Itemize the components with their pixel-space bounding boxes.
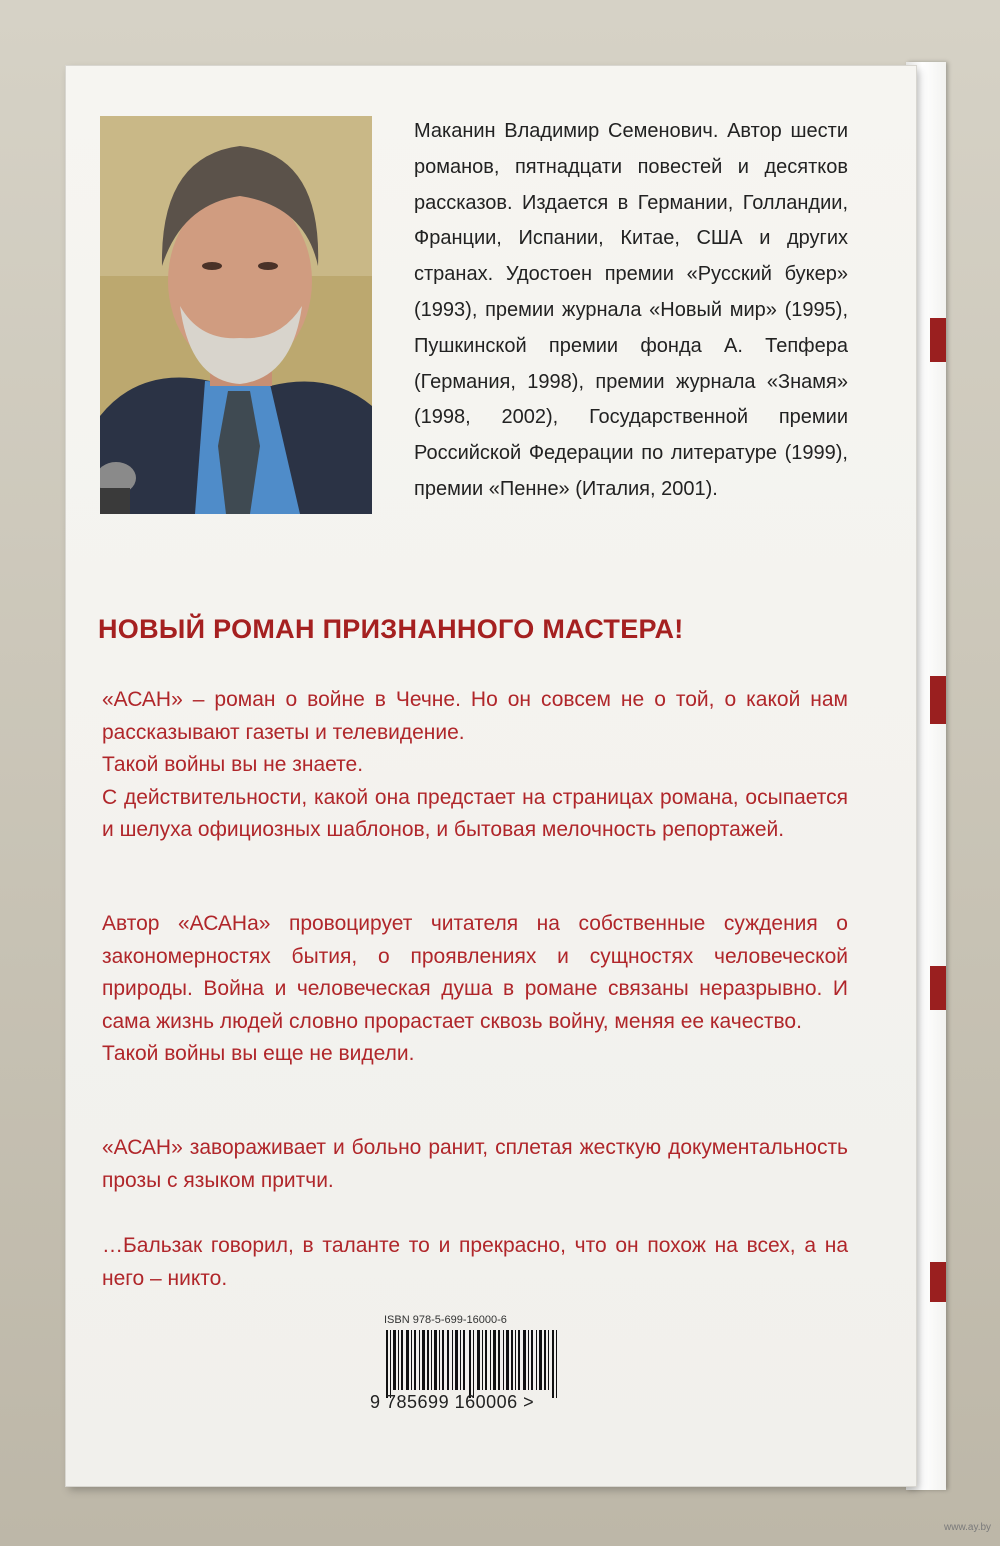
isbn-label: ISBN 978-5-699-16000-6 xyxy=(384,1314,507,1326)
author-photo xyxy=(100,116,372,514)
barcode xyxy=(384,1330,564,1398)
blurb-line: Такой войны вы не знаете. xyxy=(102,753,364,776)
blurb-paragraph xyxy=(102,908,848,1071)
spine-letter-mark xyxy=(930,318,946,362)
barcode-digits: 9 785699 160006 > xyxy=(370,1392,535,1412)
blurb-line: …Бальзак говорил, в таланте то и прекрасно, что он похож на всех, а на него – никто. xyxy=(102,1234,848,1290)
blurb-line: С действительности, какой она предстает на страницах романа, осыпается и шелуха официозных шаблонов, и бытовая мелочность репортажей. xyxy=(102,785,848,841)
watermark: www.ay.by xyxy=(944,1522,992,1533)
spine-letter-mark xyxy=(930,676,946,724)
blurb-line: «АСАН» – роман о войне в Чечне. Но он совсем не о той, о какой нам рассказывают газеты и телевидение. xyxy=(102,688,848,744)
author-bio: Маканин Владимир Семенович. Автор шести романов, пятнадцати повестей и десятков рассказов. Издается в Германии, Голландии, Франции, Испании, Китае, США и других странах. Удостоен премии «Русский букер» (1993), премии журнала «Новый мир» (1995), Пушкинской премии фонда А. Тепфера (Германия, 1998), премии журнала «Знамя» (1998, 2002), Государственной премии Российской Федерации по литературе (1999), премии «Пенне» (Италия, 2001). xyxy=(414,120,848,500)
blurb-paragraph xyxy=(102,684,848,847)
spine-letter-mark xyxy=(930,1262,946,1302)
blurb-line: Такой войны вы еще не видели. xyxy=(102,1042,415,1065)
blurb-paragraph xyxy=(102,1230,848,1295)
blurb-line: «АСАН» завораживает и больно ранит, сплетая жесткую документальность прозы с языком притчи. xyxy=(102,1136,848,1192)
blurb-line: Автор «АСАНа» провоцирует читателя на собственные суждения о закономерностях бытия, о проявлениях и сущностях человеческой природы. Война и человеческая душа в романе связаны неразрывно. И сама жизнь людей словно прорастает сквозь войну, меняя ее качество. xyxy=(102,912,848,1033)
blurb-paragraph xyxy=(102,1132,848,1197)
spine-letter-mark xyxy=(930,966,946,1010)
headline: НОВЫЙ РОМАН ПРИЗНАННОГО МАСТЕРА! xyxy=(98,614,684,644)
